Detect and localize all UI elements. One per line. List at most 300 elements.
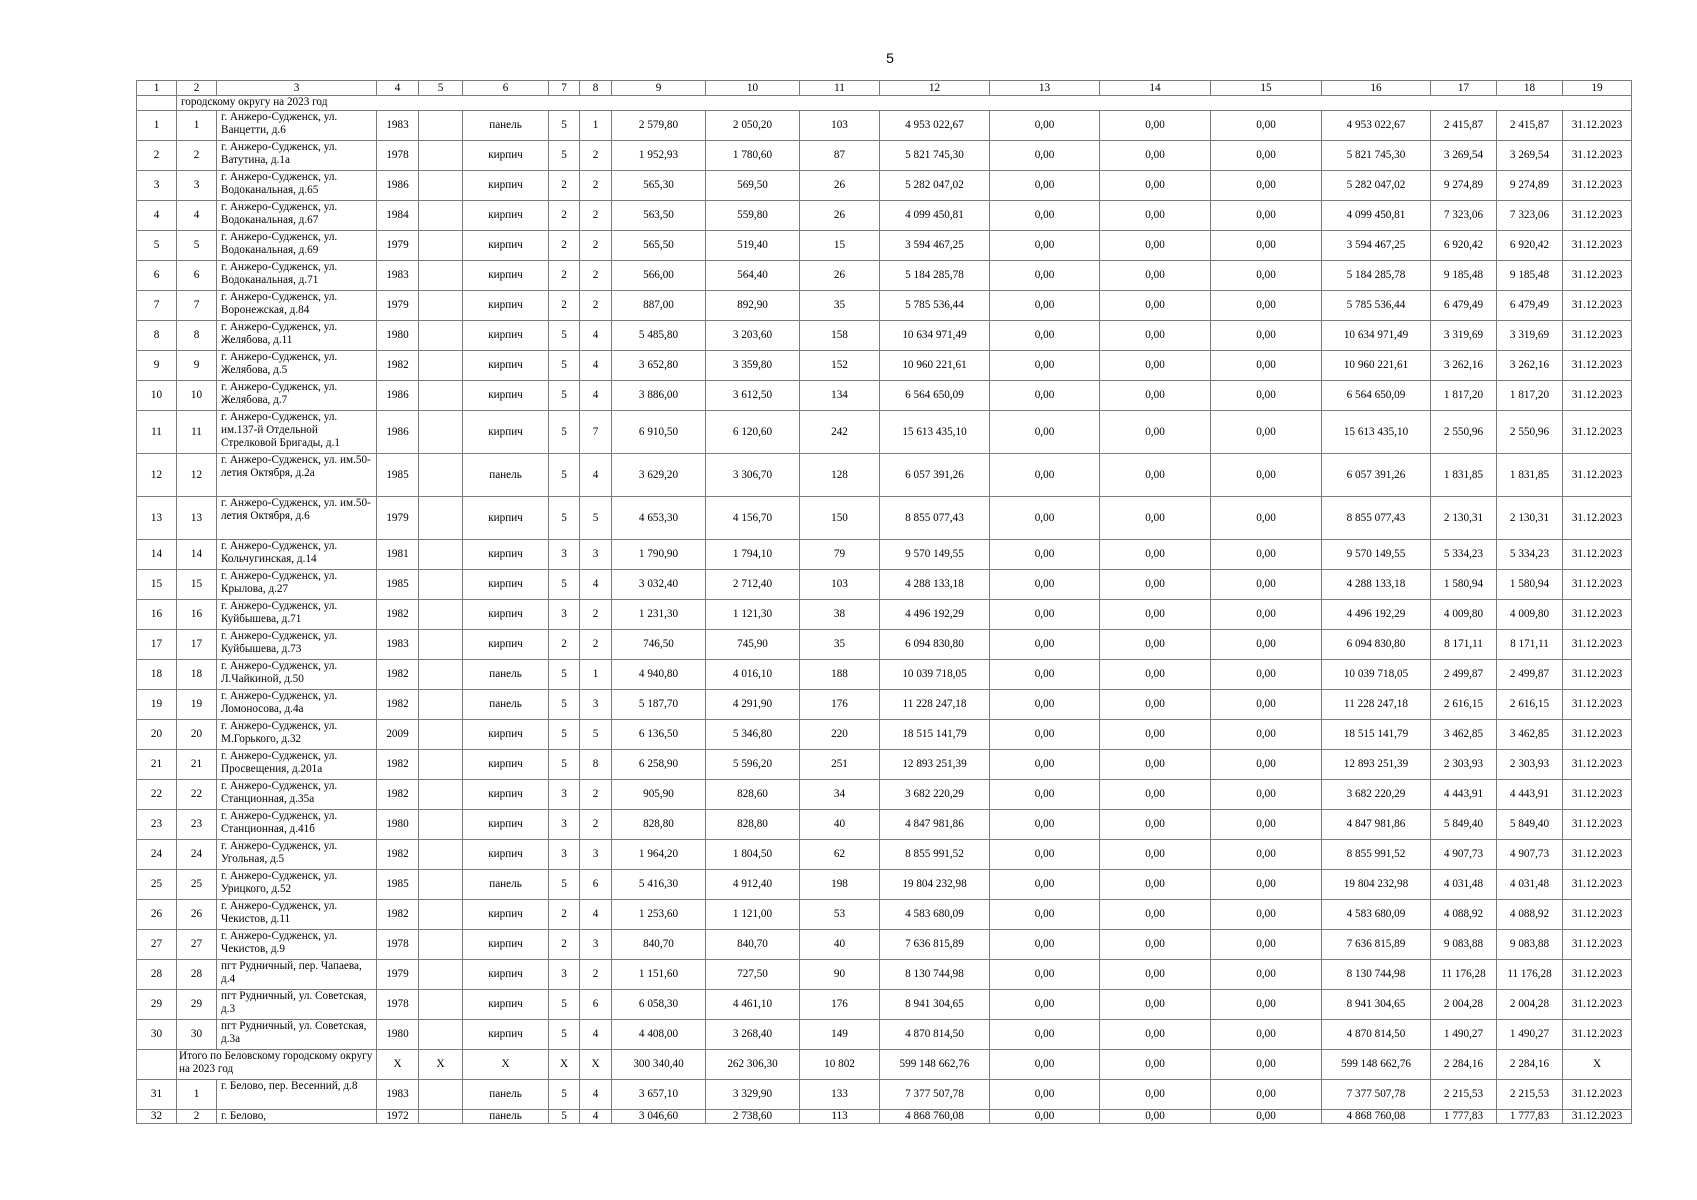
cell-c5 — [419, 291, 463, 321]
cell-n: 19 — [137, 690, 177, 720]
cell-mat: панель — [463, 870, 549, 900]
cell-year: 1982 — [377, 660, 419, 690]
table-row — [137, 750, 1632, 780]
cell-a9: 4 653,30 — [612, 497, 706, 540]
table-row — [137, 960, 1632, 990]
cell-c11: 242 — [800, 411, 880, 454]
cell-year: 1985 — [377, 570, 419, 600]
cell-year: 1972 — [377, 1110, 419, 1124]
cell-c19: 31.12.2023 — [1563, 780, 1632, 810]
column-header-4: 4 — [377, 81, 419, 96]
cell-c15: 0,00 — [1211, 321, 1322, 351]
cell-c5 — [419, 570, 463, 600]
cell-mat: кирпич — [463, 141, 549, 171]
total-cell-c13: 0,00 — [990, 1050, 1100, 1080]
cell-fl: 3 — [549, 780, 580, 810]
cell-year: 1981 — [377, 540, 419, 570]
cell-c14: 0,00 — [1100, 291, 1211, 321]
cell-c12: 10 960 221,61 — [880, 351, 990, 381]
cell-a9: 4 940,80 — [612, 660, 706, 690]
cell-fl: 5 — [549, 1020, 580, 1050]
cell-c19: 31.12.2023 — [1563, 411, 1632, 454]
cell-c15: 0,00 — [1211, 780, 1322, 810]
cell-c12: 7 377 507,78 — [880, 1080, 990, 1110]
cell-c11: 134 — [800, 381, 880, 411]
cell-k: 20 — [177, 720, 217, 750]
cell-c18: 2 303,93 — [1497, 750, 1563, 780]
cell-a9: 3 657,10 — [612, 1080, 706, 1110]
cell-c15: 0,00 — [1211, 291, 1322, 321]
cell-c12: 7 636 815,89 — [880, 930, 990, 960]
cell-c17: 2 499,87 — [1431, 660, 1497, 690]
cell-c16: 19 804 232,98 — [1322, 870, 1431, 900]
cell-c17: 3 269,54 — [1431, 141, 1497, 171]
cell-c5 — [419, 1020, 463, 1050]
total-cell-en: X — [580, 1050, 612, 1080]
cell-c13: 0,00 — [990, 231, 1100, 261]
cell-c15: 0,00 — [1211, 750, 1322, 780]
column-number-row — [137, 81, 1632, 96]
cell-en: 4 — [580, 351, 612, 381]
cell-c12: 10 634 971,49 — [880, 321, 990, 351]
cell-mat: кирпич — [463, 261, 549, 291]
cell-k: 28 — [177, 960, 217, 990]
cell-c17: 9 083,88 — [1431, 930, 1497, 960]
cell-mat: кирпич — [463, 840, 549, 870]
cell-c14: 0,00 — [1100, 960, 1211, 990]
cell-c15: 0,00 — [1211, 630, 1322, 660]
cell-k: 3 — [177, 171, 217, 201]
cell-c14: 0,00 — [1100, 171, 1211, 201]
cell-k: 1 — [177, 111, 217, 141]
cell-a9: 1 231,30 — [612, 600, 706, 630]
cell-en: 2 — [580, 171, 612, 201]
cell-c5 — [419, 171, 463, 201]
table-row — [137, 454, 1632, 497]
cell-fl: 3 — [549, 810, 580, 840]
cell-c17: 2 550,96 — [1431, 411, 1497, 454]
cell-c11: 176 — [800, 990, 880, 1020]
cell-c16: 10 039 718,05 — [1322, 660, 1431, 690]
cell-c18: 1 817,20 — [1497, 381, 1563, 411]
cell-c19: 31.12.2023 — [1563, 960, 1632, 990]
cell-n: 27 — [137, 930, 177, 960]
cell-a10: 2 712,40 — [706, 570, 800, 600]
cell-c18: 2 130,31 — [1497, 497, 1563, 540]
cell-c11: 62 — [800, 840, 880, 870]
cell-c15: 0,00 — [1211, 540, 1322, 570]
cell-c13: 0,00 — [990, 780, 1100, 810]
cell-fl: 2 — [549, 630, 580, 660]
cell-c16: 9 570 149,55 — [1322, 540, 1431, 570]
cell-c18: 8 171,11 — [1497, 630, 1563, 660]
table-row — [137, 261, 1632, 291]
cell-mat: кирпич — [463, 321, 549, 351]
cell-c18: 4 443,91 — [1497, 780, 1563, 810]
cell-c18: 6 920,42 — [1497, 231, 1563, 261]
cell-year: 1986 — [377, 171, 419, 201]
cell-a9: 1 151,60 — [612, 960, 706, 990]
cell-c17: 1 817,20 — [1431, 381, 1497, 411]
cell-year: 2009 — [377, 720, 419, 750]
cell-en: 4 — [580, 1110, 612, 1124]
cell-c15: 0,00 — [1211, 930, 1322, 960]
cell-c16: 5 282 047,02 — [1322, 171, 1431, 201]
cell-c5 — [419, 497, 463, 540]
cell-c17: 8 171,11 — [1431, 630, 1497, 660]
cell-c12: 15 613 435,10 — [880, 411, 990, 454]
cell-c13: 0,00 — [990, 261, 1100, 291]
cell-addr: г. Анжеро-Судженск, ул. Желябова, д.5 — [217, 351, 377, 381]
cell-a10: 4 291,90 — [706, 690, 800, 720]
cell-c18: 2 215,53 — [1497, 1080, 1563, 1110]
column-header-10: 10 — [706, 81, 800, 96]
cell-mat: кирпич — [463, 291, 549, 321]
cell-c12: 8 941 304,65 — [880, 990, 990, 1020]
cell-c17: 2 303,93 — [1431, 750, 1497, 780]
cell-n: 3 — [137, 171, 177, 201]
cell-c11: 26 — [800, 201, 880, 231]
cell-c11: 220 — [800, 720, 880, 750]
cell-a9: 828,80 — [612, 810, 706, 840]
table-row — [137, 870, 1632, 900]
cell-c18: 3 262,16 — [1497, 351, 1563, 381]
cell-k: 2 — [177, 141, 217, 171]
cell-c12: 5 785 536,44 — [880, 291, 990, 321]
cell-fl: 5 — [549, 690, 580, 720]
cell-c11: 40 — [800, 810, 880, 840]
cell-a10: 519,40 — [706, 231, 800, 261]
cell-a10: 840,70 — [706, 930, 800, 960]
cell-k: 12 — [177, 454, 217, 497]
total-cell-c19: X — [1563, 1050, 1632, 1080]
cell-c15: 0,00 — [1211, 840, 1322, 870]
cell-year: 1982 — [377, 840, 419, 870]
cell-year: 1979 — [377, 960, 419, 990]
cell-c13: 0,00 — [990, 351, 1100, 381]
cell-k: 8 — [177, 321, 217, 351]
cell-c15: 0,00 — [1211, 411, 1322, 454]
cell-year: 1980 — [377, 1020, 419, 1050]
cell-c14: 0,00 — [1100, 231, 1211, 261]
cell-c19: 31.12.2023 — [1563, 900, 1632, 930]
cell-addr: г. Белово, — [217, 1110, 377, 1124]
cell-c16: 5 821 745,30 — [1322, 141, 1431, 171]
cell-k: 6 — [177, 261, 217, 291]
cell-c11: 15 — [800, 231, 880, 261]
cell-c16: 11 228 247,18 — [1322, 690, 1431, 720]
cell-addr: г. Анжеро-Судженск, ул. Воронежская, д.84 — [217, 291, 377, 321]
cell-n: 2 — [137, 141, 177, 171]
cell-year: 1982 — [377, 690, 419, 720]
cell-c19: 31.12.2023 — [1563, 570, 1632, 600]
cell-year: 1984 — [377, 201, 419, 231]
cell-k: 10 — [177, 381, 217, 411]
cell-a9: 3 629,20 — [612, 454, 706, 497]
cell-c19: 31.12.2023 — [1563, 171, 1632, 201]
column-header-9: 9 — [612, 81, 706, 96]
cell-a10: 1 121,30 — [706, 600, 800, 630]
cell-c18: 3 319,69 — [1497, 321, 1563, 351]
cell-n: 13 — [137, 497, 177, 540]
cell-k: 27 — [177, 930, 217, 960]
cell-c18: 2 550,96 — [1497, 411, 1563, 454]
cell-mat: кирпич — [463, 497, 549, 540]
cell-fl: 3 — [549, 840, 580, 870]
cell-c19: 31.12.2023 — [1563, 600, 1632, 630]
cell-c12: 5 184 285,78 — [880, 261, 990, 291]
cell-c19: 31.12.2023 — [1563, 111, 1632, 141]
cell-c16: 15 613 435,10 — [1322, 411, 1431, 454]
cell-a10: 1 780,60 — [706, 141, 800, 171]
cell-fl: 5 — [549, 1080, 580, 1110]
cell-c18: 4 031,48 — [1497, 870, 1563, 900]
cell-c16: 6 094 830,80 — [1322, 630, 1431, 660]
cell-c15: 0,00 — [1211, 1020, 1322, 1050]
cell-mat: кирпич — [463, 810, 549, 840]
cell-c11: 103 — [800, 570, 880, 600]
cell-en: 2 — [580, 231, 612, 261]
cell-c12: 8 855 991,52 — [880, 840, 990, 870]
cell-c5 — [419, 1110, 463, 1124]
cell-c18: 5 334,23 — [1497, 540, 1563, 570]
cell-mat: кирпич — [463, 960, 549, 990]
cell-c11: 176 — [800, 690, 880, 720]
cell-en: 3 — [580, 930, 612, 960]
cell-c18: 1 777,83 — [1497, 1110, 1563, 1124]
cell-c5 — [419, 600, 463, 630]
cell-en: 3 — [580, 540, 612, 570]
cell-c15: 0,00 — [1211, 231, 1322, 261]
cell-c14: 0,00 — [1100, 1080, 1211, 1110]
cell-c14: 0,00 — [1100, 600, 1211, 630]
cell-fl: 5 — [549, 321, 580, 351]
cell-fl: 3 — [549, 540, 580, 570]
cell-year: 1983 — [377, 111, 419, 141]
cell-n: 32 — [137, 1110, 177, 1124]
cell-c5 — [419, 261, 463, 291]
cell-en: 3 — [580, 690, 612, 720]
table-row — [137, 660, 1632, 690]
cell-mat: кирпич — [463, 171, 549, 201]
cell-c12: 4 099 450,81 — [880, 201, 990, 231]
cell-addr: пгт Рудничный, ул. Советская, д.3 — [217, 990, 377, 1020]
cell-c13: 0,00 — [990, 411, 1100, 454]
cell-mat: панель — [463, 690, 549, 720]
cell-a10: 3 203,60 — [706, 321, 800, 351]
cell-addr: г. Анжеро-Судженск, ул. Куйбышева, д.71 — [217, 600, 377, 630]
cell-year: 1979 — [377, 291, 419, 321]
table-row — [137, 351, 1632, 381]
cell-c5 — [419, 381, 463, 411]
cell-addr: г. Анжеро-Судженск, ул. Чекистов, д.9 — [217, 930, 377, 960]
cell-c17: 4 031,48 — [1431, 870, 1497, 900]
cell-c19: 31.12.2023 — [1563, 381, 1632, 411]
cell-c5 — [419, 1080, 463, 1110]
cell-c13: 0,00 — [990, 171, 1100, 201]
cell-a10: 828,60 — [706, 780, 800, 810]
cell-c11: 26 — [800, 171, 880, 201]
cell-c14: 0,00 — [1100, 570, 1211, 600]
cell-c19: 31.12.2023 — [1563, 930, 1632, 960]
total-cell-c14: 0,00 — [1100, 1050, 1211, 1080]
cell-c16: 8 855 991,52 — [1322, 840, 1431, 870]
total-row — [137, 1050, 1632, 1080]
housing-registry-table — [136, 80, 1632, 1124]
cell-c13: 0,00 — [990, 321, 1100, 351]
table-row — [137, 570, 1632, 600]
cell-c14: 0,00 — [1100, 840, 1211, 870]
cell-c15: 0,00 — [1211, 261, 1322, 291]
total-cell-c11: 10 802 — [800, 1050, 880, 1080]
cell-a10: 1 794,10 — [706, 540, 800, 570]
cell-mat: кирпич — [463, 990, 549, 1020]
cell-c18: 4 907,73 — [1497, 840, 1563, 870]
cell-fl: 2 — [549, 930, 580, 960]
cell-c13: 0,00 — [990, 454, 1100, 497]
cell-c19: 31.12.2023 — [1563, 750, 1632, 780]
cell-k: 4 — [177, 201, 217, 231]
cell-a10: 3 329,90 — [706, 1080, 800, 1110]
cell-c11: 35 — [800, 630, 880, 660]
cell-a10: 3 306,70 — [706, 454, 800, 497]
cell-c17: 11 176,28 — [1431, 960, 1497, 990]
cell-c15: 0,00 — [1211, 171, 1322, 201]
cell-c14: 0,00 — [1100, 660, 1211, 690]
cell-k: 17 — [177, 630, 217, 660]
cell-n: 29 — [137, 990, 177, 1020]
cell-c5 — [419, 630, 463, 660]
column-header-16: 16 — [1322, 81, 1431, 96]
table-row — [137, 930, 1632, 960]
cell-c5 — [419, 960, 463, 990]
cell-a9: 565,50 — [612, 231, 706, 261]
cell-n: 5 — [137, 231, 177, 261]
cell-c19: 31.12.2023 — [1563, 261, 1632, 291]
table-row — [137, 690, 1632, 720]
cell-a9: 5 187,70 — [612, 690, 706, 720]
cell-c5 — [419, 351, 463, 381]
cell-en: 2 — [580, 960, 612, 990]
cell-c15: 0,00 — [1211, 810, 1322, 840]
cell-c17: 2 004,28 — [1431, 990, 1497, 1020]
cell-en: 7 — [580, 411, 612, 454]
cell-c5 — [419, 870, 463, 900]
cell-mat: кирпич — [463, 540, 549, 570]
cell-a9: 1 790,90 — [612, 540, 706, 570]
cell-a10: 828,80 — [706, 810, 800, 840]
cell-en: 4 — [580, 321, 612, 351]
cell-c13: 0,00 — [990, 840, 1100, 870]
table-row — [137, 1080, 1632, 1110]
cell-c14: 0,00 — [1100, 900, 1211, 930]
column-header-1: 1 — [137, 81, 177, 96]
cell-c5 — [419, 321, 463, 351]
cell-c14: 0,00 — [1100, 141, 1211, 171]
cell-en: 2 — [580, 630, 612, 660]
cell-en: 3 — [580, 840, 612, 870]
cell-c19: 31.12.2023 — [1563, 810, 1632, 840]
cell-c12: 5 282 047,02 — [880, 171, 990, 201]
cell-fl: 5 — [549, 411, 580, 454]
cell-year: 1982 — [377, 900, 419, 930]
total-cell-c16: 599 148 662,76 — [1322, 1050, 1431, 1080]
cell-en: 1 — [580, 660, 612, 690]
cell-c12: 4 868 760,08 — [880, 1110, 990, 1124]
cell-year: 1983 — [377, 261, 419, 291]
cell-a9: 2 579,80 — [612, 111, 706, 141]
cell-c14: 0,00 — [1100, 1020, 1211, 1050]
cell-fl: 5 — [549, 870, 580, 900]
cell-n: 9 — [137, 351, 177, 381]
cell-c16: 8 941 304,65 — [1322, 990, 1431, 1020]
cell-c19: 31.12.2023 — [1563, 660, 1632, 690]
cell-year: 1980 — [377, 810, 419, 840]
cell-c16: 4 583 680,09 — [1322, 900, 1431, 930]
cell-c5 — [419, 780, 463, 810]
cell-c13: 0,00 — [990, 630, 1100, 660]
cell-en: 1 — [580, 111, 612, 141]
cell-c12: 4 496 192,29 — [880, 600, 990, 630]
table-row — [137, 201, 1632, 231]
cell-c18: 11 176,28 — [1497, 960, 1563, 990]
cell-en: 2 — [580, 780, 612, 810]
cell-a9: 4 408,00 — [612, 1020, 706, 1050]
cell-n: 11 — [137, 411, 177, 454]
cell-en: 2 — [580, 291, 612, 321]
cell-c12: 5 821 745,30 — [880, 141, 990, 171]
cell-fl: 5 — [549, 351, 580, 381]
cell-c11: 150 — [800, 497, 880, 540]
cell-c11: 113 — [800, 1110, 880, 1124]
cell-mat: кирпич — [463, 720, 549, 750]
cell-c17: 2 616,15 — [1431, 690, 1497, 720]
table-row — [137, 321, 1632, 351]
cell-k: 22 — [177, 780, 217, 810]
cell-a9: 5 416,30 — [612, 870, 706, 900]
cell-fl: 5 — [549, 1110, 580, 1124]
cell-c13: 0,00 — [990, 810, 1100, 840]
cell-c11: 149 — [800, 1020, 880, 1050]
cell-mat: кирпич — [463, 630, 549, 660]
cell-c14: 0,00 — [1100, 411, 1211, 454]
cell-c16: 5 785 536,44 — [1322, 291, 1431, 321]
cell-a10: 2 738,60 — [706, 1110, 800, 1124]
cell-en: 4 — [580, 1080, 612, 1110]
table-row — [137, 141, 1632, 171]
total-label: Итого по Беловскому городскому округу на 2023 год — [177, 1050, 377, 1080]
cell-c11: 35 — [800, 291, 880, 321]
cell-k: 24 — [177, 840, 217, 870]
cell-c13: 0,00 — [990, 141, 1100, 171]
total-cell-c17: 2 284,16 — [1431, 1050, 1497, 1080]
cell-c17: 1 580,94 — [1431, 570, 1497, 600]
cell-c11: 251 — [800, 750, 880, 780]
cell-addr: г. Анжеро-Судженск, ул. Крылова, д.27 — [217, 570, 377, 600]
cell-c11: 90 — [800, 960, 880, 990]
total-cell-fl: X — [549, 1050, 580, 1080]
cell-c12: 4 583 680,09 — [880, 900, 990, 930]
cell-n: 12 — [137, 454, 177, 497]
cell-k: 13 — [177, 497, 217, 540]
cell-n: 8 — [137, 321, 177, 351]
cell-c12: 12 893 251,39 — [880, 750, 990, 780]
cell-c5 — [419, 840, 463, 870]
column-header-14: 14 — [1100, 81, 1211, 96]
total-empty-cell — [137, 1050, 177, 1080]
cell-c13: 0,00 — [990, 720, 1100, 750]
cell-c18: 9 185,48 — [1497, 261, 1563, 291]
